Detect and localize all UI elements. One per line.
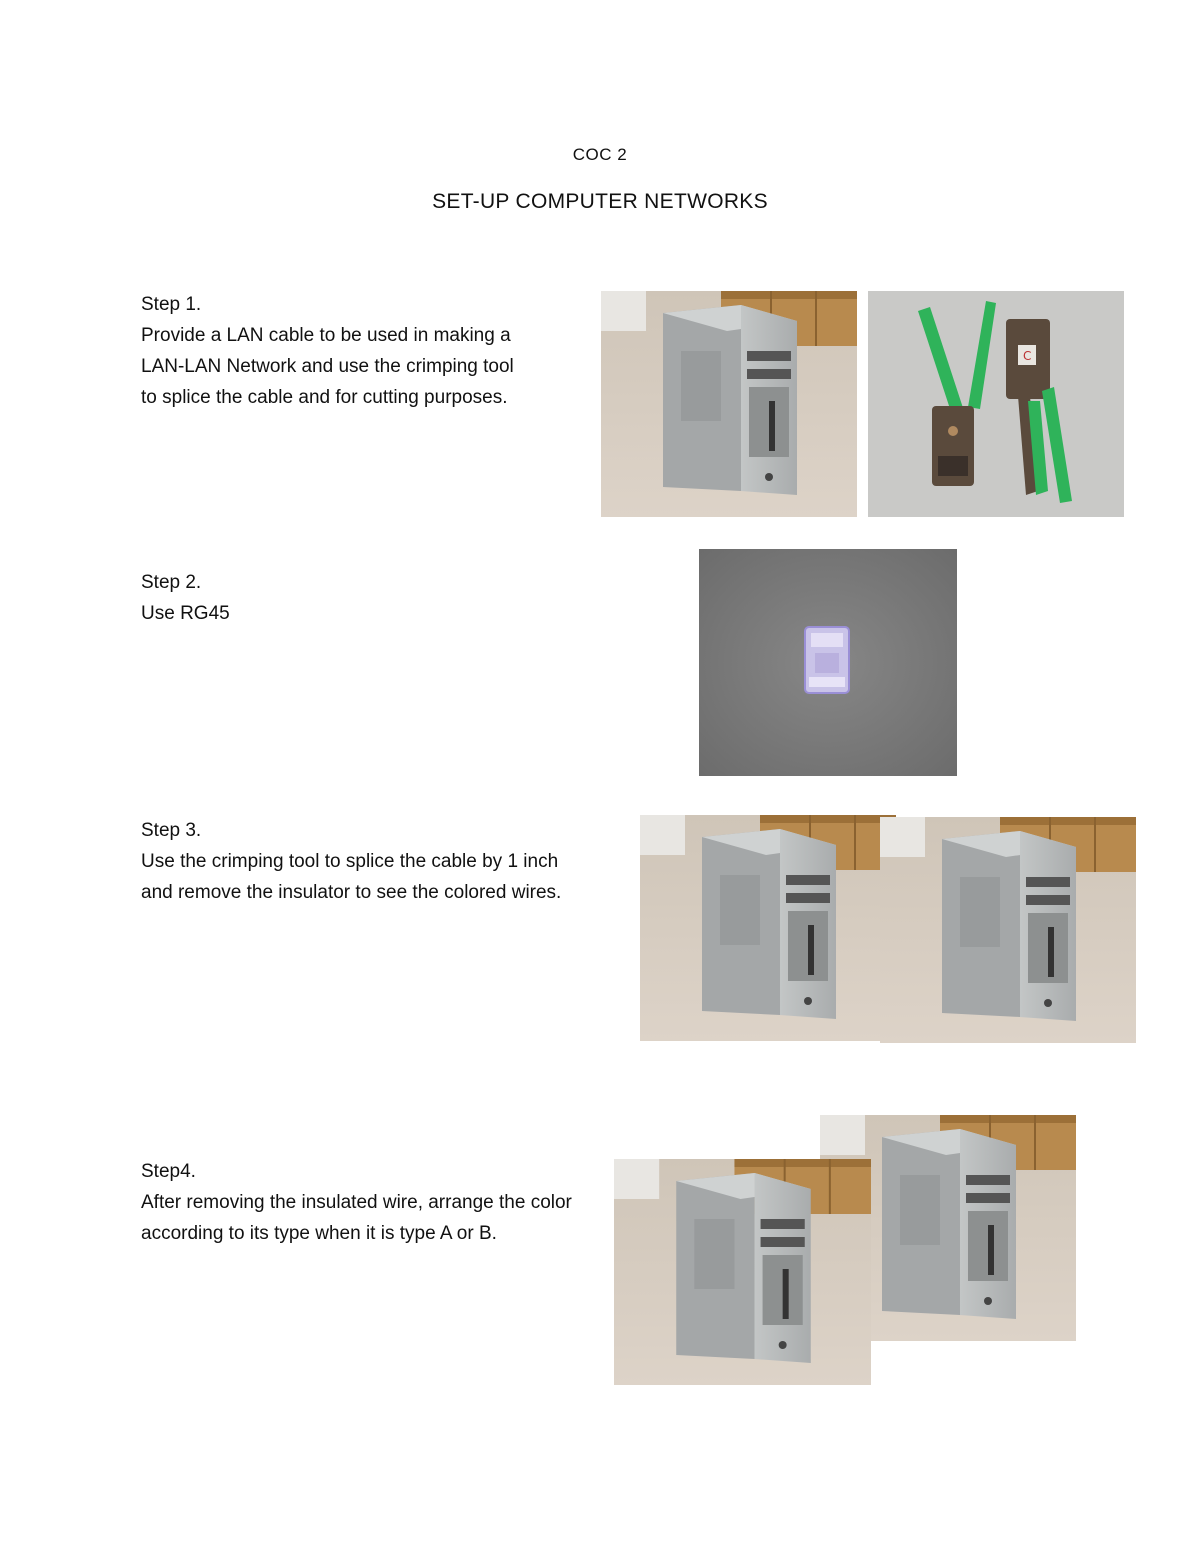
step-heading: Step 2. xyxy=(141,572,202,593)
step-1 xyxy=(141,289,514,413)
step-text-line: After removing the insulated wire, arrange the color xyxy=(141,1192,572,1213)
step-heading: Step4. xyxy=(141,1161,196,1182)
step-heading: Step 1. xyxy=(141,294,202,315)
computer-case-photo xyxy=(640,815,896,1041)
step-3 xyxy=(141,815,561,908)
step-text-line: Use the crimping tool to splice the cable by 1 inch xyxy=(141,851,559,872)
computer-case-photo xyxy=(614,1159,871,1385)
step-text-line: Use RG45 xyxy=(141,603,230,624)
step-text-line: LAN-LAN Network and use the crimping tool xyxy=(141,356,514,377)
rj45-connector-photo xyxy=(699,549,957,776)
step-text-line: and remove the insulator to see the colored wires. xyxy=(141,882,562,903)
step-2 xyxy=(141,567,230,629)
step-heading: Step 3. xyxy=(141,820,202,841)
step-4 xyxy=(141,1156,572,1249)
crimping-tool-photo xyxy=(868,291,1124,517)
document-title: SET-UP COMPUTER NETWORKS xyxy=(432,190,768,213)
step-text-line: Provide a LAN cable to be used in making a xyxy=(141,325,511,346)
computer-case-photo xyxy=(880,817,1136,1043)
step-text-line: to splice the cable and for cutting purposes. xyxy=(141,387,508,408)
step-text-line: according to its type when it is type A or B. xyxy=(141,1223,497,1244)
svg-text:C: C xyxy=(1023,349,1032,363)
document-subtitle: COC 2 xyxy=(572,145,628,164)
computer-case-photo xyxy=(601,291,857,517)
